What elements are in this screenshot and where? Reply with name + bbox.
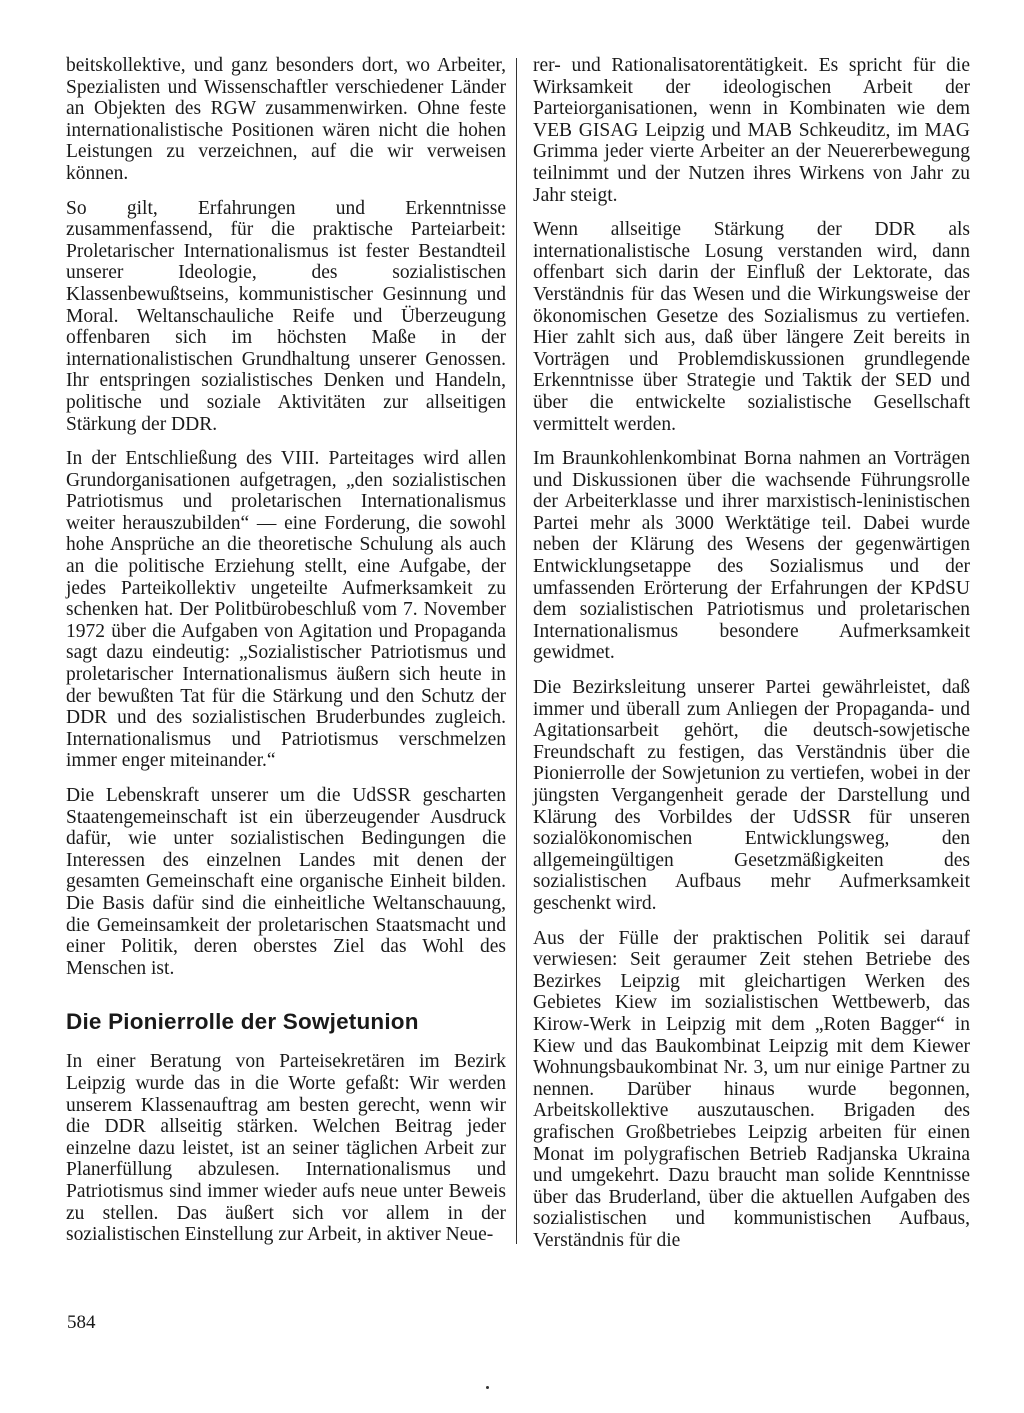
page-number: 584: [67, 1312, 96, 1333]
column-divider: [516, 58, 517, 1244]
print-speck: [486, 1386, 489, 1389]
right-column: [533, 55, 970, 1264]
paragraph: In der Entschließung des VIII. Parteitages wird allen Grundorganisationen aufgetragen, „den sozialistischen Patriotismus und proletarischen Internationalismus weiter herauszubilden“ — eine Forderung, die sowohl hohe Ansprüche an die theoretische Schulung als auch an die politische Erziehung stellt, eine Aufgabe, der jedes Parteikollektiv ungeteilte Aufmerksamkeit zu schenken hat. Der Politbürobeschluß vom 7. November 1972 über die Aufgaben von Agitation und Propaganda sagt dazu eindeutig: „Sozialistischer Patriotismus und proletarischer Internationalismus äußern sich heute in der bewußten Tat für die Stärkung und den Schutz der DDR und des sozialistischen Bruderbundes zugleich. Internationalismus und Patriotismus verschmelzen immer enger miteinander.“: [66, 448, 506, 772]
paragraph: Im Braunkohlenkombinat Borna nahmen an Vorträgen und Diskussionen über die wachsende Führungsrolle der Arbeiterklasse und ihrer marxistisch-leninistischen Partei mehr als 3000 Werktätige teil. Dabei wurde neben der Klärung des Wesens der gegenwärtigen Entwicklungsetappe des Sozialismus und der umfassenden Erörterung der Erfahrungen der KPdSU dem sozialistischen Patriotismus und proletarischen Internationalismus besondere Aufmerksamkeit gewidmet.: [533, 448, 970, 664]
paragraph: Wenn allseitige Stärkung der DDR als internationalistische Losung verstanden wird, dann offenbart sich darin der Einfluß der Lektorate, das Verständnis für das Wesen und die Wirkungsweise der ökonomischen Gesetze des Sozialismus zu vertiefen. Hier zahlt sich aus, daß über längere Zeit bereits in Vorträgen und Problemdiskussionen grundlegende Erkenntnisse über Strategie und Taktik der SED und über die entwickelte sozialistische Gesellschaft vermittelt werden.: [533, 219, 970, 435]
paragraph: Aus der Fülle der praktischen Politik sei darauf verwiesen: Seit geraumer Zeit stehen Betriebe des Bezirkes Leipzig mit gleichartigen Werken des Gebietes Kiew im sozialistischen Wettbewerb, das Kirow-Werk in Leipzig mit dem „Roten Bagger“ in Kiew und das Baukombinat Leipzig mit dem Kiewer Wohnungsbaukombinat Nr. 3, um nur einige Partner zu nennen. Darüber hinaus wurde begonnen, Arbeitskollektive auszutauschen. Brigaden des grafischen Großbetriebes Leipzig arbeiten für einen Monat im polygrafischen Betrieb Radjanska Ukraina und umgekehrt. Dazu braucht man solide Kenntnisse über das Bruderland, über die aktuellen Aufgaben des sozialistischen und kommunistischen Aufbaus, Verständnis für die: [533, 927, 970, 1251]
paragraph: Die Lebenskraft unserer um die UdSSR gescharten Staatengemeinschaft ist ein überzeugender Ausdruck dafür, wie unter sozialistischen Bedingungen die Interessen des einzelnen Landes mit denen der gesamten Gemeinschaft eine organische Einheit bilden. Die Basis dafür sind die einheitliche Weltanschauung, die Gemeinsamkeit der proletarischen Staatsmacht und einer Politik, deren oberstes Ziel das Wohl des Menschen ist.: [66, 785, 506, 979]
paragraph: rer- und Rationalisatorentätigkeit. Es spricht für die Wirksamkeit der ideologischen Arbeit der Parteiorganisationen, wenn in Kombinaten wie dem VEB GISAG Leipzig und MAB Schkeuditz, im MAG Grimma jeder vierte Arbeiter an der Neuererbewegung teilnimmt und der Nutzen ihres Wirkens von Jahr zu Jahr steigt.: [533, 55, 970, 206]
left-column: [66, 55, 506, 1259]
section-heading: Die Pionierrolle der Sowjetunion: [66, 1009, 419, 1035]
paragraph: Die Bezirksleitung unserer Partei gewährleistet, daß immer und überall zum Anliegen der Propaganda- und Agitationsarbeit gehört, die deutsch-sowjetische Freundschaft zu festigen, das Verständnis über die Pionierrolle der Sowjetunion zu vertiefen, wobei in der jüngsten Vergangenheit gerade der Darstellung und Klärung des Vorbildes der UdSSR für unseren sozialökonomischen Entwicklungsweg, den allgemeingültigen Gesetzmäßigkeiten des sozialistischen Aufbaus mehr Aufmerksamkeit geschenkt wird.: [533, 677, 970, 914]
paragraph: beitskollektive, und ganz besonders dort, wo Arbeiter, Spezialisten und Wissenschaftler verschiedener Länder an Objekten des RGW zusammenwirken. Ohne feste internationalistische Positionen wären nicht die hohen Leistungen zu verzeichnen, auf die wir verweisen können.: [66, 55, 506, 184]
paragraph: So gilt, Erfahrungen und Erkenntnisse zusammenfassend, für die praktische Parteiarbeit: Proletarischer Internationalismus ist fester Bestandteil unserer Ideologie, des sozialistischen Klassenbewußtseins, kommunistischer Gesinnung und Moral. Weltanschauliche Reife und Überzeugung offenbaren sich im höchsten Maße in der internationalistischen Grundhaltung unserer Genossen. Ihr entspringen sozialistisches Denken und Handeln, politische und soziale Aktivitäten zur allseitigen Stärkung der DDR.: [66, 197, 506, 435]
paragraph: In einer Beratung von Parteisekretären im Bezirk Leipzig wurde das in die Worte gefaßt: Wir werden unserem Klassenauftrag am besten gerecht, wenn wir die DDR allseitig stärken. Welchen Beitrag jeder einzelne dazu leistet, ist an seiner täglichen Arbeit zur Planerfüllung abzulesen. Internationalismus und Patriotismus sind immer wieder aufs neue unter Beweis zu stellen. Das äußert sich vor allem in der sozialistischen Einstellung zur Arbeit, in aktiver Neue-: [66, 1051, 506, 1246]
